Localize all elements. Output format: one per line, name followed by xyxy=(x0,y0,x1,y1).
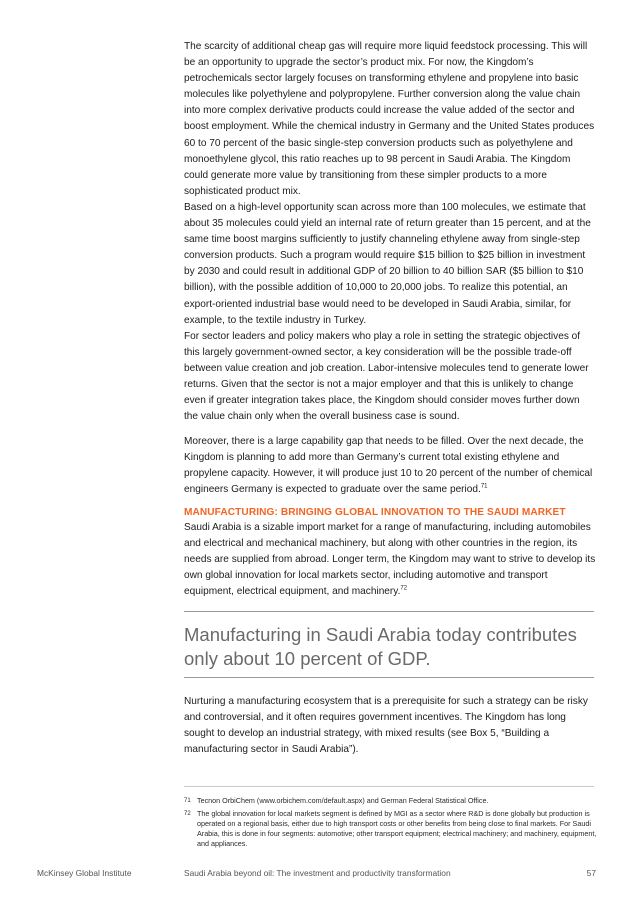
paragraph-capability-gap xyxy=(184,434,596,498)
paragraph-opportunity-scan xyxy=(184,200,596,329)
footnote-ref[interactable]: 72 xyxy=(400,586,408,593)
footnote-71 xyxy=(184,796,604,806)
paragraph-text: For sector leaders and policy makers who play a role in setting the strategic objectives of this largely government-owned sector, a key consideration will be the possible trade-off between value creation and job creation. Labor-intensive molecules tend to generate lower returns. Given that the sector is not a major employer and that this is unlikely to change even if greater integration takes place, the Kingdom should consider moves further down the value chain only when the overall business case is sound. xyxy=(184,331,589,423)
paragraph-feedstock xyxy=(184,39,596,200)
footnote-text: The global innovation for local markets segment is defined by MGI as a sector where R&D is done globally but production is operated on a regional basis, either due to high transport costs or other benefits from being close to final markets. For Saudi Arabia, this is done in four segments: automotive; other transport equipment; electrical machinery; and machinery, equipment, and appliances. xyxy=(197,809,597,848)
paragraph-trade-off xyxy=(184,329,596,426)
footnote-72 xyxy=(184,809,604,849)
section-heading: MANUFACTURING: BRINGING GLOBAL INNOVATION TO THE SAUDI MARKET xyxy=(184,507,566,518)
page-number: 57 xyxy=(586,868,596,878)
paragraph-manufacturing xyxy=(184,520,596,600)
paragraph-text: The scarcity of additional cheap gas will require more liquid feedstock processing. This will be an opportunity to upgrade the sector’s product mix. For now, the Kingdom’s petrochemicals sector largely focuses on transforming ethylene and propylene into basic molecules like polyethylene and polypropylene. Further conversion along the value chain into more complex derivative products could increase the value added of the sector and boost employment. While the chemical industry in Germany and the United States produces 60 to 70 percent of the basic single-step conversion products such as polyethylene and monoethylene glycol, this ratio reaches up to 98 percent in Saudi Arabia. The Kingdom could generate more value by transitioning from these simpler products to a more sophisticated product mix. xyxy=(184,41,595,197)
footnote-ref[interactable]: 71 xyxy=(480,483,488,490)
footer-report-title: Saudi Arabia beyond oil: The investment and productivity transformation xyxy=(184,868,451,878)
footnote-number: 71 xyxy=(184,798,191,804)
paragraph-text: Nurturing a manufacturing ecosystem that is a prerequisite for such a strategy can be risky and controversial, and it often requires government incentives. The Kingdom has long sought to develop an industrial strategy, with mixed results (see Box 5, “Building a manufacturing sector in Saudi Arabia”). xyxy=(184,696,588,756)
paragraph-text: Moreover, there is a large capability gap that needs to be filled. Over the next decade, the Kingdom is planning to add more than Germany’s current total existing ethylene and propylene capacity. However, it will produce just 10 to 20 percent of the number of chemical engineers Germany is expected to graduate over the same period. xyxy=(184,436,593,496)
paragraph-ecosystem xyxy=(184,694,596,758)
paragraph-text: Based on a high-level opportunity scan across more than 100 molecules, we estimate that about 35 molecules could yield an internal rate of return greater than 15 percent, and at the same time boost margins sufficiently to justify channeling ethylene away from single-step conversion products. Such a program would require $15 billion to $25 billion in investment by 2030 and could result in additional GDP of 20 billion to 40 billion SAR ($5 billion to $10 billion), with the possible addition of 10,000 to 20,000 jobs. To realize this potential, an export-oriented industrial base would need to be developed in Saudi Arabia, similar, for example, to the textile industry in Turkey. xyxy=(184,202,591,326)
footer-publisher: McKinsey Global Institute xyxy=(37,868,132,878)
footnote-divider xyxy=(184,786,594,787)
pull-quote-bottom-rule xyxy=(184,677,594,678)
footnote-text: Tecnon OrbiChem (www.orbichem.com/default.aspx) and German Federal Statistical Office. xyxy=(197,796,489,805)
footnote-number: 72 xyxy=(184,811,191,817)
pull-quote: Manufacturing in Saudi Arabia today contributes only about 10 percent of GDP. xyxy=(184,624,577,669)
paragraph-text: Saudi Arabia is a sizable import market for a range of manufacturing, including automobiles and electrical and mechanical machinery, but along with other countries in the region, its needs are supplied from abroad. Longer term, the Kingdom may want to strive to develop its own global innovation for local markets sector, including automotive and transport equipment, electrical equipment, and machinery. xyxy=(184,522,596,598)
pull-quote-top-rule xyxy=(184,611,594,612)
